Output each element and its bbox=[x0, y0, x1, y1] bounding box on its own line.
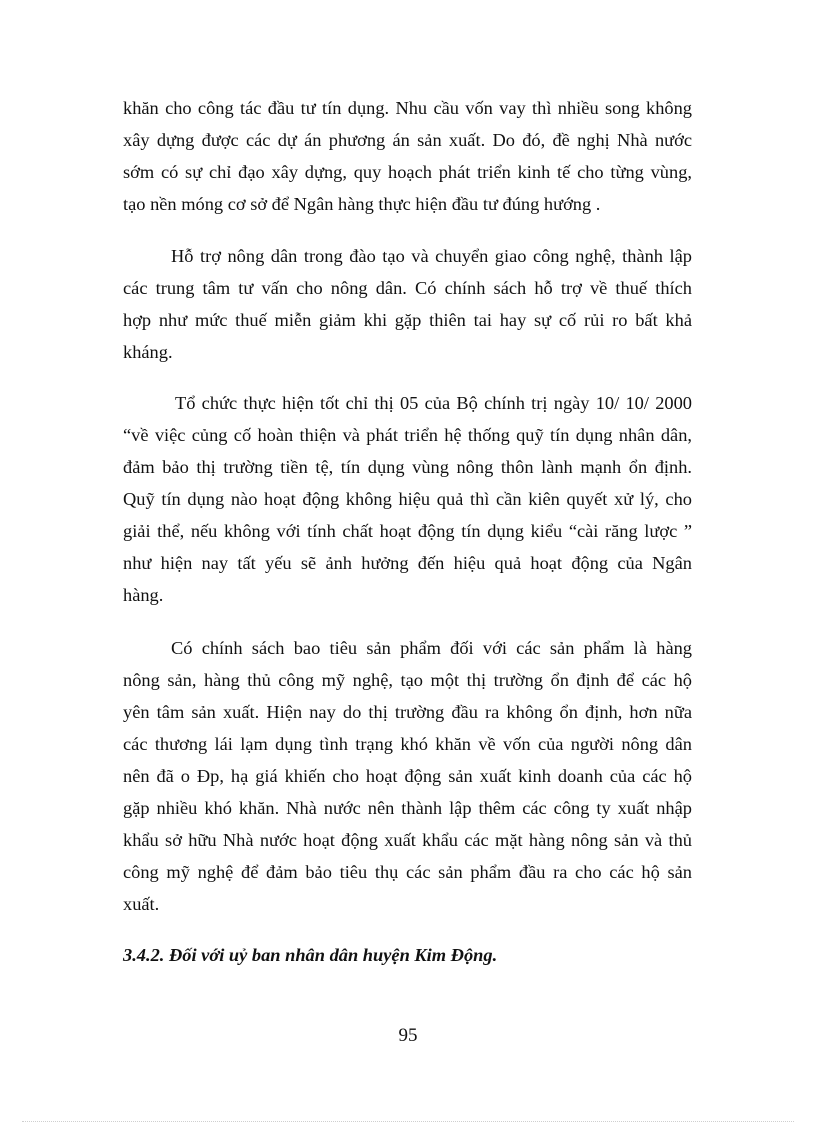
text-line: các trung tâm tư vấn cho nông dân. Có chính sách hỗ trợ về thuế thích bbox=[123, 278, 692, 298]
paragraph-4 bbox=[123, 632, 692, 920]
text-line: Hỗ trợ nông dân trong đào tạo và chuyển giao công nghệ, thành lập bbox=[171, 246, 692, 266]
text-line: khăn cho công tác đầu tư tín dụng. Nhu cầu vốn vay thì nhiều song không bbox=[123, 98, 692, 118]
text-line: “về việc củng cố hoàn thiện và phát triển hệ thống quỹ tín dụng nhân dân, bbox=[123, 425, 692, 445]
paragraph-3 bbox=[123, 387, 692, 611]
text-line: nên đã o Đp, hạ giá khiến cho hoạt động sản xuất kinh doanh của các hộ bbox=[123, 766, 692, 786]
text-line: kháng. bbox=[123, 342, 173, 362]
page-bottom-divider bbox=[22, 1121, 794, 1122]
text-line: các thương lái lạm dụng tình trạng khó khăn về vốn của người nông dân bbox=[123, 734, 692, 754]
text-line: đảm bảo thị trường tiền tệ, tín dụng vùng nông thôn lành mạnh ổn định. bbox=[123, 457, 692, 477]
text-line: xây dựng được các dự án phương án sản xuất. Do đó, đề nghị Nhà nước bbox=[123, 130, 692, 150]
text-line: tạo nền móng cơ sở để Ngân hàng thực hiện đầu tư đúng hướng . bbox=[123, 194, 601, 214]
text-line: xuất. bbox=[123, 894, 160, 914]
text-line: như hiện nay tất yếu sẽ ảnh hưởng đến hiệu quả hoạt động của Ngân bbox=[123, 553, 692, 573]
text-line: khẩu sở hữu Nhà nước hoạt động xuất khẩu các mặt hàng nông sản và thủ bbox=[123, 830, 692, 850]
section-heading: 3.4.2. Đối với uỷ ban nhân dân huyện Kim Động. bbox=[123, 945, 498, 965]
text-line: Có chính sách bao tiêu sản phẩm đối với các sản phẩm là hàng bbox=[171, 638, 692, 658]
text-line: hàng. bbox=[123, 585, 164, 605]
text-line: Quỹ tín dụng nào hoạt động không hiệu quả thì cần kiên quyết xử lý, cho bbox=[123, 489, 692, 509]
text-line: nông sản, hàng thủ công mỹ nghệ, tạo một thị trường ổn định để các hộ bbox=[123, 670, 692, 690]
paragraph-2 bbox=[123, 240, 692, 368]
text-line: giải thể, nếu không với tính chất hoạt động tín dụng kiểu “cài răng lược ” bbox=[123, 521, 692, 541]
text-line: yên tâm sản xuất. Hiện nay do thị trường đầu ra không ổn định, hơn nữa bbox=[123, 702, 692, 722]
page-number: 95 bbox=[398, 1025, 418, 1046]
paragraph-1 bbox=[123, 92, 692, 220]
text-line: sớm có sự chỉ đạo xây dựng, quy hoạch phát triển kinh tế cho từng vùng, bbox=[123, 162, 692, 182]
text-line: hợp như mức thuế miễn giảm khi gặp thiên tai hay sự cố rủi ro bất khả bbox=[123, 310, 692, 330]
text-line: công mỹ nghệ để đảm bảo tiêu thụ các sản phẩm đầu ra cho các hộ sản bbox=[123, 862, 692, 882]
text-line: gặp nhiều khó khăn. Nhà nước nên thành lập thêm các công ty xuất nhập bbox=[123, 798, 692, 818]
text-line: Tổ chức thực hiện tốt chỉ thị 05 của Bộ chính trị ngày 10/ 10/ 2000 bbox=[175, 393, 692, 413]
